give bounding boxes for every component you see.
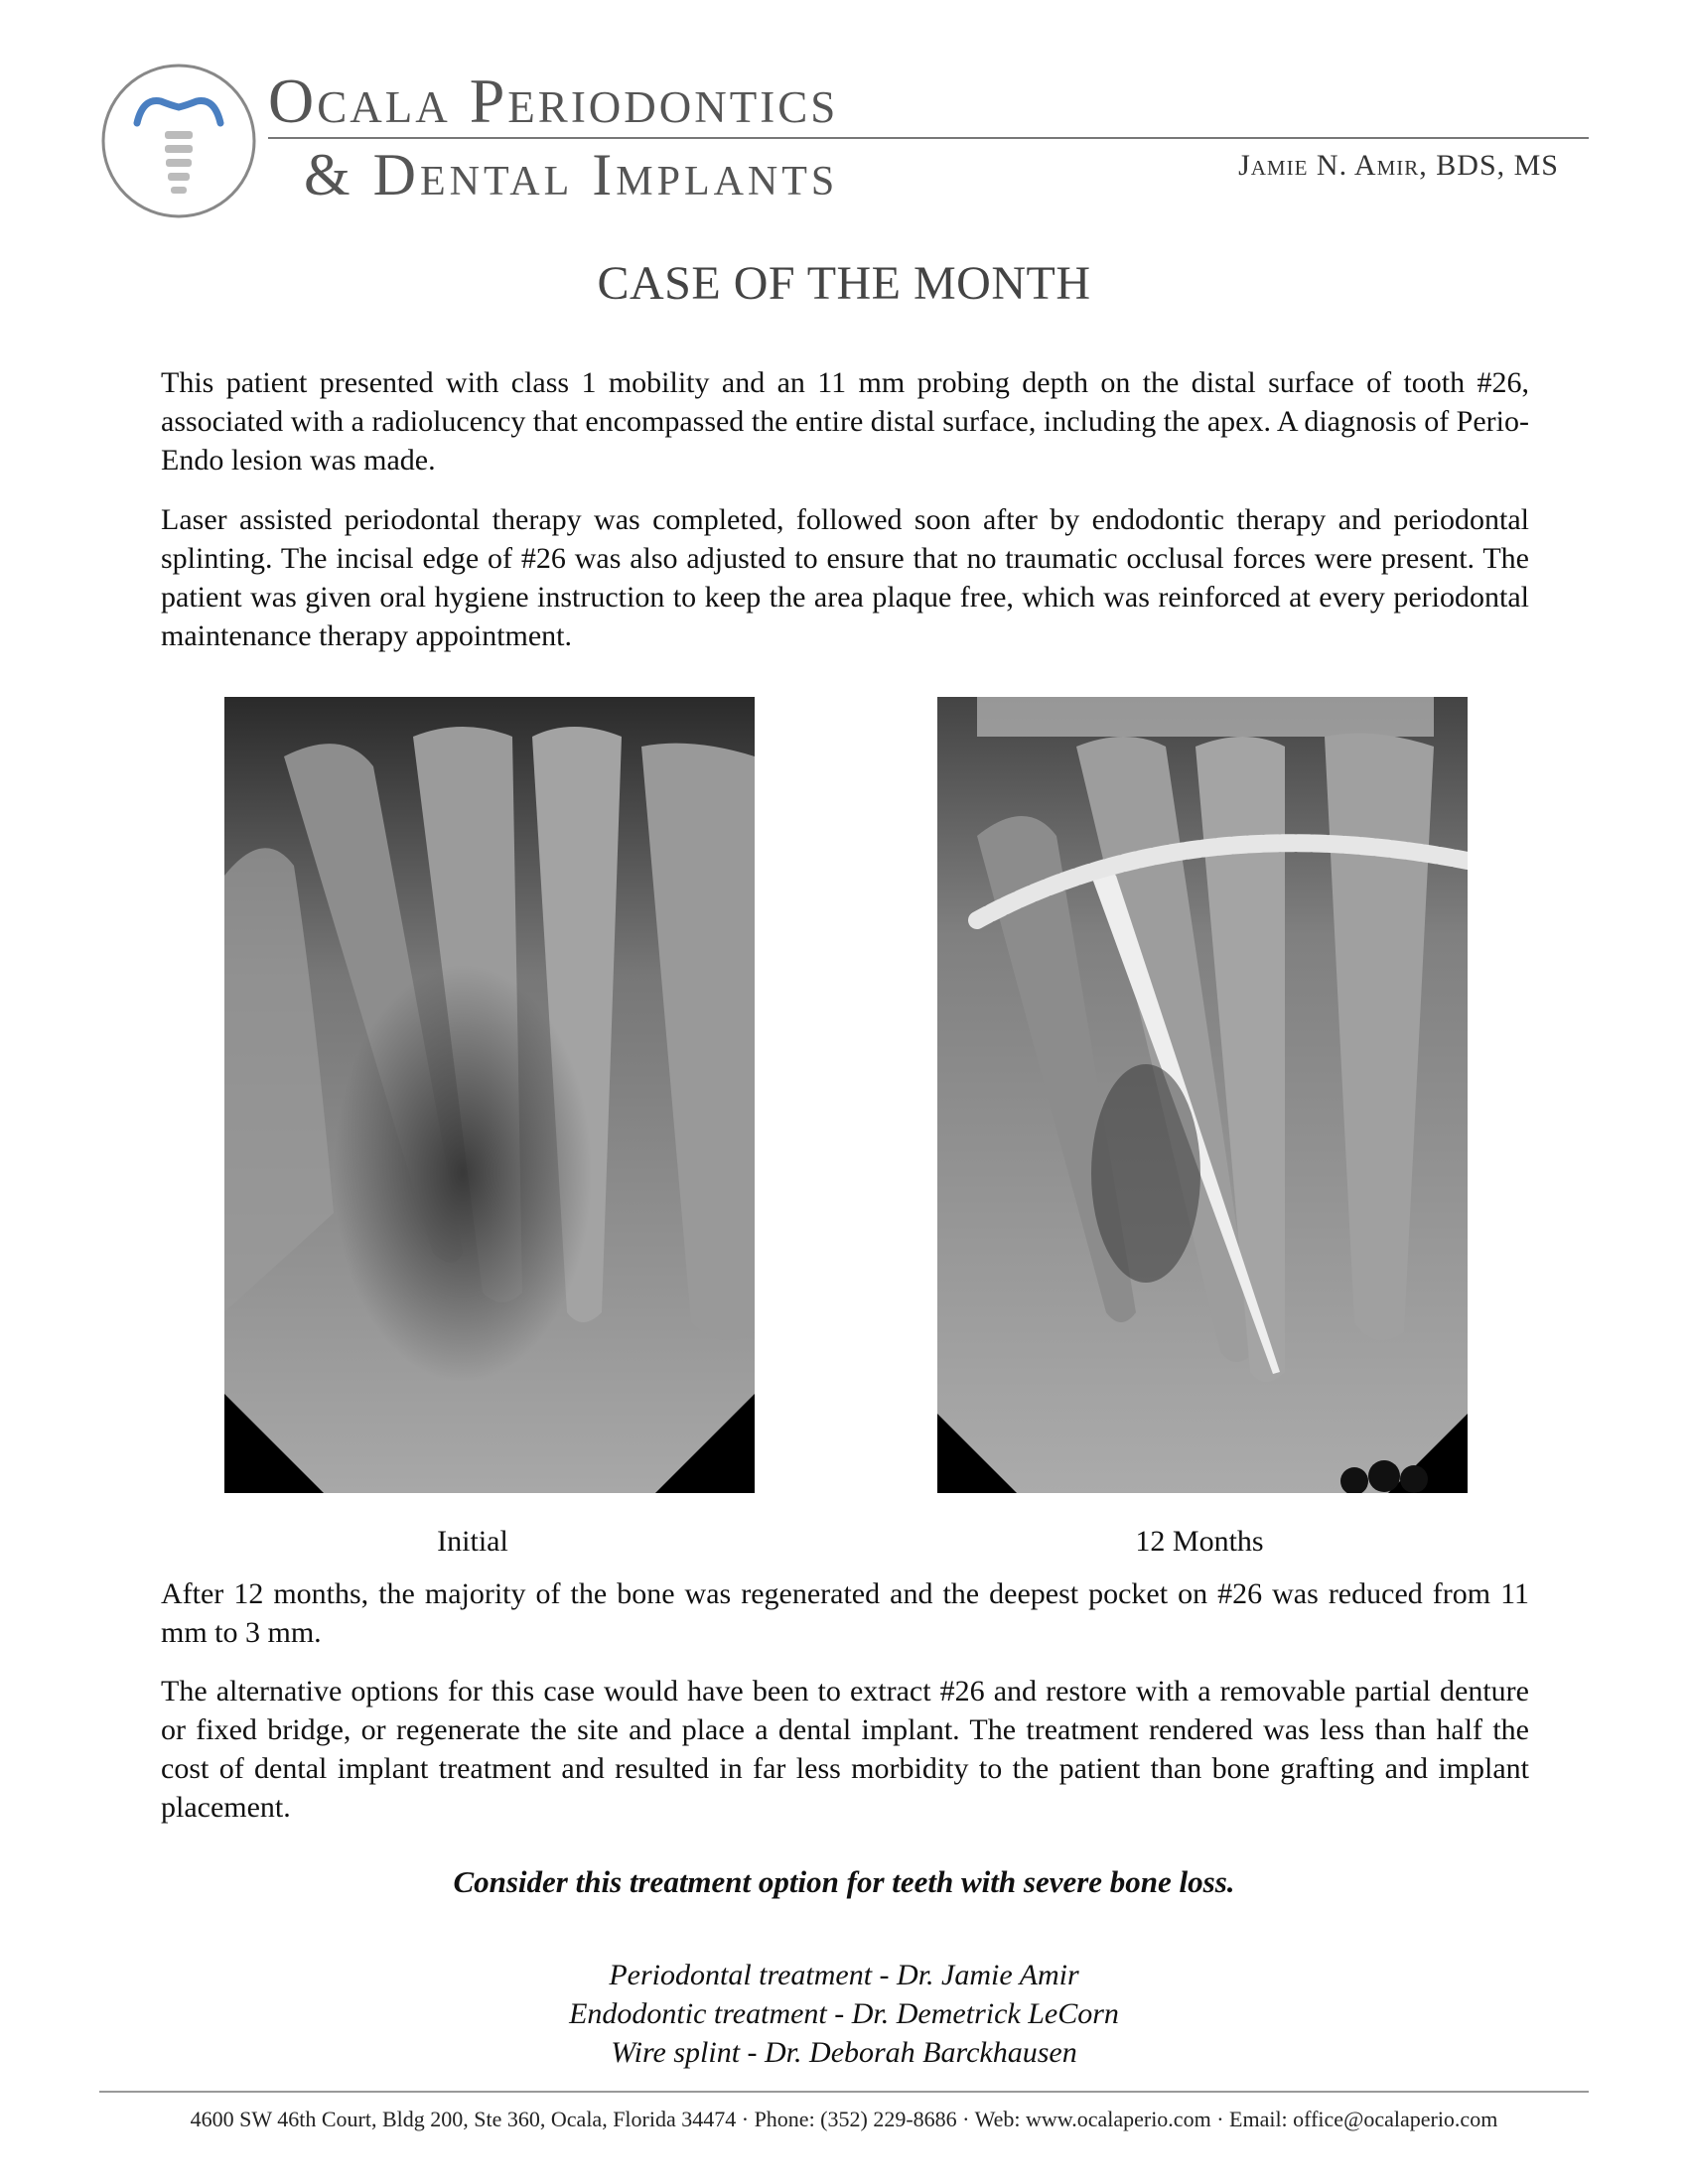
footer-contact: 4600 SW 46th Court, Bldg 200, Ste 360, Ocala, Florida 34474 · Phone: (352) 229-8686 · Web: www.ocalaperio.com · Email: office@ocalaperio.com [190, 2107, 1498, 2131]
caption-12-months: 12 Months [1135, 1525, 1264, 1558]
credit-wire-splint: Wire splint - Dr. Deborah Barckhausen [611, 2036, 1077, 2069]
xray-12-months-image [937, 697, 1468, 1493]
footer-rule [99, 2091, 1589, 2093]
paragraph-result: After 12 months, the majority of the bone was regenerated and the deepest pocket on #26 was reduced from 11 mm to 3 mm. [161, 1577, 1529, 1649]
paragraph-alternatives: The alternative options for this case would have been to extract #26 and restore with a removable partial denture or fixed bridge, or regenerate the site and place a dental implant. The treatment rendered was less than half the cost of dental implant treatment and resulted in far less morbidity to the patient than bone grafting and implant placement. [161, 1675, 1529, 1824]
tooth-implant-logo-icon [99, 62, 258, 220]
credits-list [0, 1956, 1688, 2072]
paragraph-treatment: Laser assisted periodontal therapy was completed, followed soon after by endodontic therapy and periodontal splinting. The incisal edge of #26 was also adjusted to ensure that no traumatic occlusal forces were present. The patient was given oral hygiene instruction to keep the area plaque free, which was reinforced at every periodontal maintenance therapy appointment. [161, 503, 1529, 652]
credit-periodontal: Periodontal treatment - Dr. Jamie Amir [609, 1959, 1079, 1991]
doctor-name: Jamie N. Amir, BDS, MS [1238, 149, 1559, 182]
callout-text: Consider this treatment option for teeth with severe bone loss. [453, 1864, 1235, 1899]
caption-initial: Initial [437, 1525, 508, 1558]
page-title: CASE OF THE MONTH [597, 257, 1091, 310]
brand-name-line1: Ocala Periodontics [268, 66, 839, 136]
paragraph-presentation: This patient presented with class 1 mobility and an 11 mm probing depth on the distal surface of tooth #26, associated with a radiolucency that encompassed the entire distal surface, including the apex. A diagnosis of Perio-Endo lesion was made. [161, 366, 1529, 477]
brand-name-line2: & Dental Implants [304, 142, 839, 207]
xray-initial-image [224, 697, 755, 1493]
header-rule [268, 137, 1589, 139]
credit-endodontic: Endodontic treatment - Dr. Demetrick LeCorn [569, 1997, 1119, 2030]
